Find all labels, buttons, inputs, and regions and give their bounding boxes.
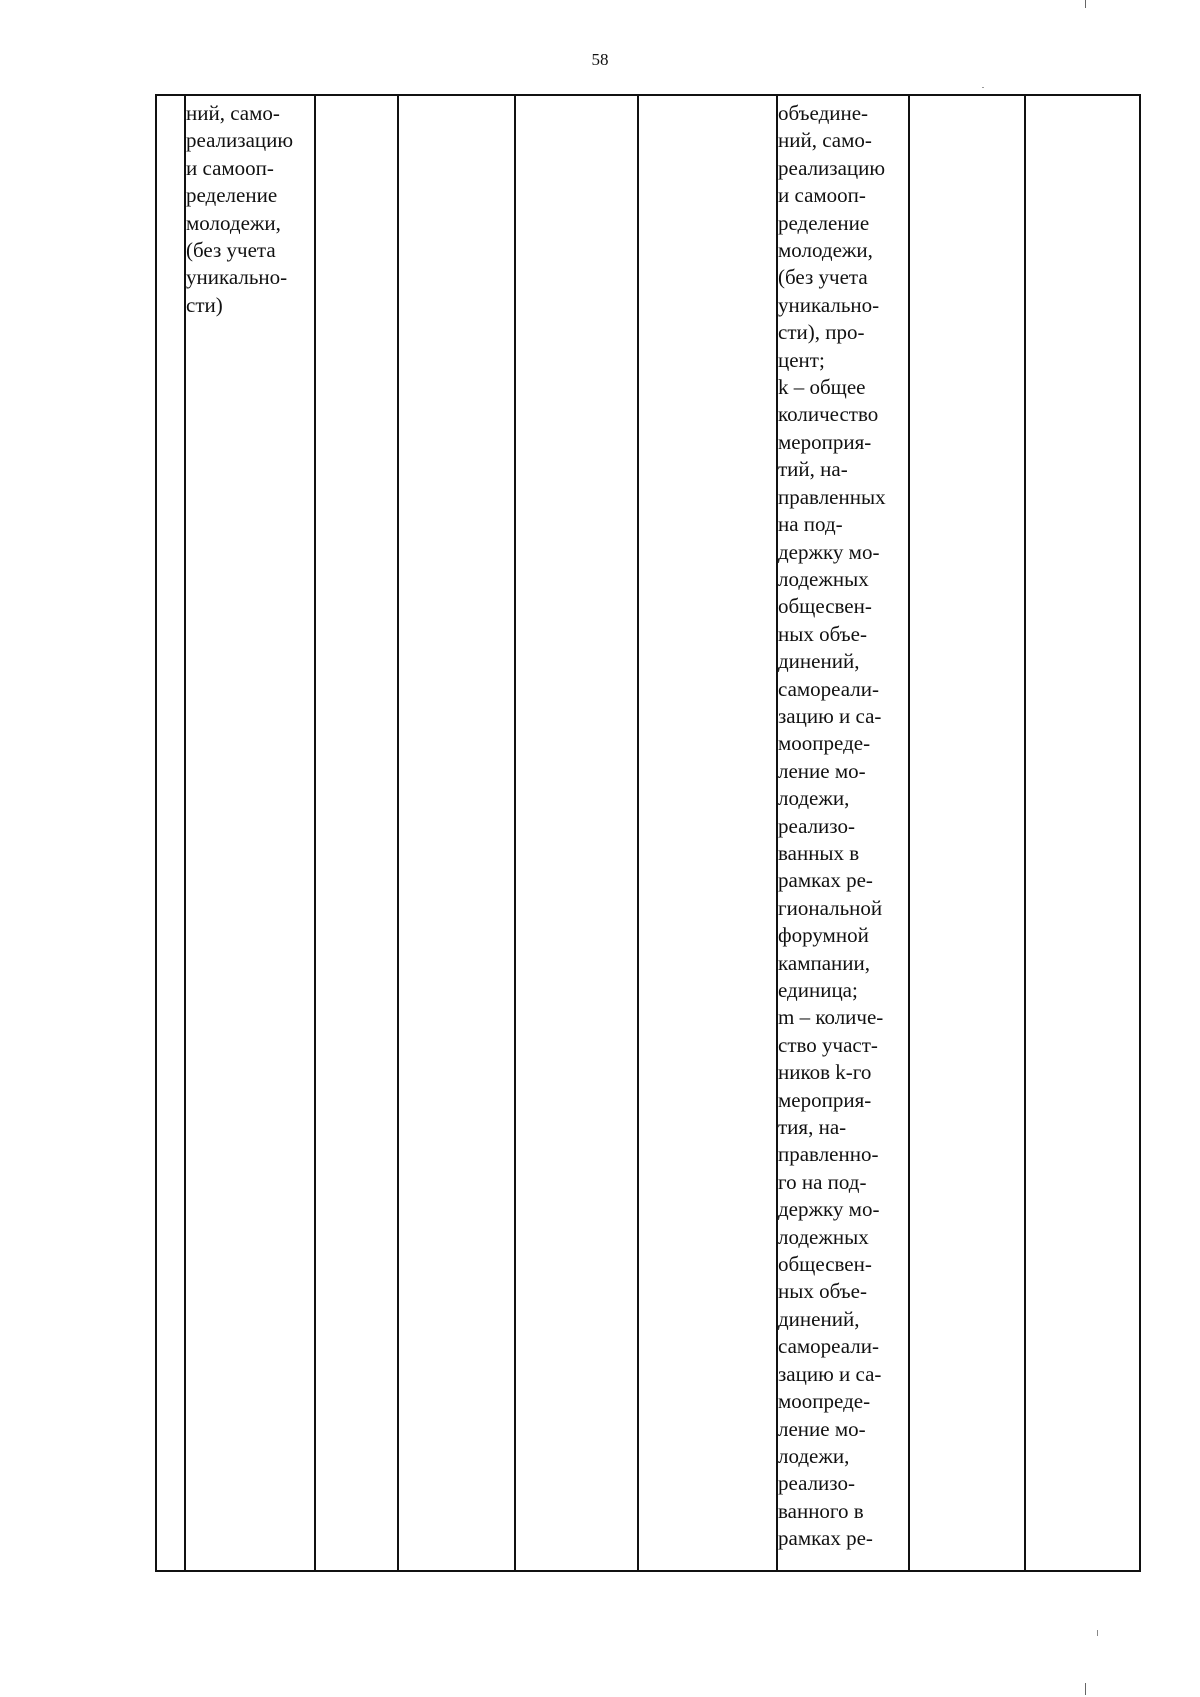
cell-line: моопреде- (778, 731, 871, 756)
column-divider (908, 94, 910, 1572)
cell-line: тий, на- (778, 457, 848, 482)
scan-mark (1085, 0, 1086, 8)
cell-line: молодежи, (778, 238, 873, 263)
cell-line: ределение (186, 183, 278, 208)
cell-line: ников k-го (778, 1060, 872, 1085)
cell-line: держку мо- (778, 539, 880, 564)
cell-line: реализо- (778, 813, 855, 838)
cell-line: го на под- (778, 1169, 867, 1194)
table-top-border (155, 94, 1141, 96)
cell-line: самореали- (778, 1334, 879, 1359)
cell-line: кампании, (778, 950, 871, 975)
table-bottom-border (155, 1570, 1141, 1572)
cell-line: и самооп- (186, 155, 274, 180)
scan-mark (1097, 1630, 1098, 1636)
cell-line: правленных (778, 484, 886, 509)
cell-line: мероприя- (778, 429, 872, 454)
cell-line: ний, само- (778, 128, 872, 153)
table-cell-calculation-method (778, 100, 886, 1553)
cell-line: реализо- (778, 1471, 855, 1496)
cell-line: количество (778, 402, 879, 427)
cell-line: и самооп- (778, 183, 866, 208)
cell-line: рамках ре- (778, 1526, 873, 1551)
cell-line: ванного в (778, 1498, 864, 1523)
cell-line: ных объе- (778, 621, 867, 646)
cell-line: (без учета (186, 238, 276, 263)
cell-line: лодежных (778, 566, 869, 591)
scan-mark (1085, 1683, 1086, 1695)
column-divider (1139, 94, 1141, 1572)
cell-line: сти), про- (778, 320, 865, 345)
cell-line: правленно- (778, 1142, 879, 1167)
cell-line: зацию и са- (778, 1361, 882, 1386)
cell-line: ных объе- (778, 1279, 867, 1304)
column-divider (314, 94, 316, 1572)
cell-line: единица; (778, 978, 858, 1002)
scan-mark (982, 87, 984, 88)
page-number: 58 (591, 50, 609, 69)
cell-line: объедине- (778, 101, 869, 125)
cell-line: зацию и са- (778, 703, 882, 728)
cell-line: моопреде- (778, 1389, 871, 1414)
cell-line: реализацию (778, 155, 886, 180)
cell-line: ление мо- (778, 758, 866, 783)
cell-line: динений, (778, 649, 860, 674)
cell-line: держку мо- (778, 1197, 880, 1222)
cell-line: уникально- (186, 265, 288, 290)
column-divider (637, 94, 639, 1572)
cell-line: мероприя- (778, 1087, 872, 1112)
cell-line: ванных в (778, 840, 860, 865)
cell-line: самореали- (778, 676, 879, 701)
cell-line: рамках ре- (778, 868, 873, 893)
column-divider (1024, 94, 1026, 1572)
cell-line: лодежи, (778, 786, 850, 811)
cell-line: уникально- (778, 292, 880, 317)
cell-line: форумной (778, 923, 869, 948)
cell-line: молодежи, (186, 210, 281, 235)
cell-line: гиональной (778, 895, 883, 920)
cell-line: k – общее (778, 375, 866, 400)
cell-line: цент; (778, 347, 825, 372)
column-divider (514, 94, 516, 1572)
cell-line: ство участ- (778, 1032, 878, 1057)
column-divider (397, 94, 399, 1572)
cell-line: тия, на- (778, 1115, 847, 1140)
cell-line: на под- (778, 512, 843, 537)
cell-line: (без учета (778, 265, 868, 290)
cell-line: ление мо- (778, 1416, 866, 1441)
cell-line: ределение (778, 210, 870, 235)
table-cell-indicator-name (186, 100, 293, 319)
cell-line: общесвен- (778, 1252, 872, 1277)
cell-line: лодежных (778, 1224, 869, 1249)
cell-line: лодежи, (778, 1443, 850, 1468)
column-divider (155, 94, 157, 1572)
cell-line: ний, само- (186, 101, 280, 125)
cell-line: сти) (186, 292, 223, 317)
cell-line: динений, (778, 1306, 860, 1331)
cell-line: m – количе- (778, 1005, 884, 1030)
cell-line: общесвен- (778, 594, 872, 619)
cell-line: реализацию (186, 128, 294, 153)
